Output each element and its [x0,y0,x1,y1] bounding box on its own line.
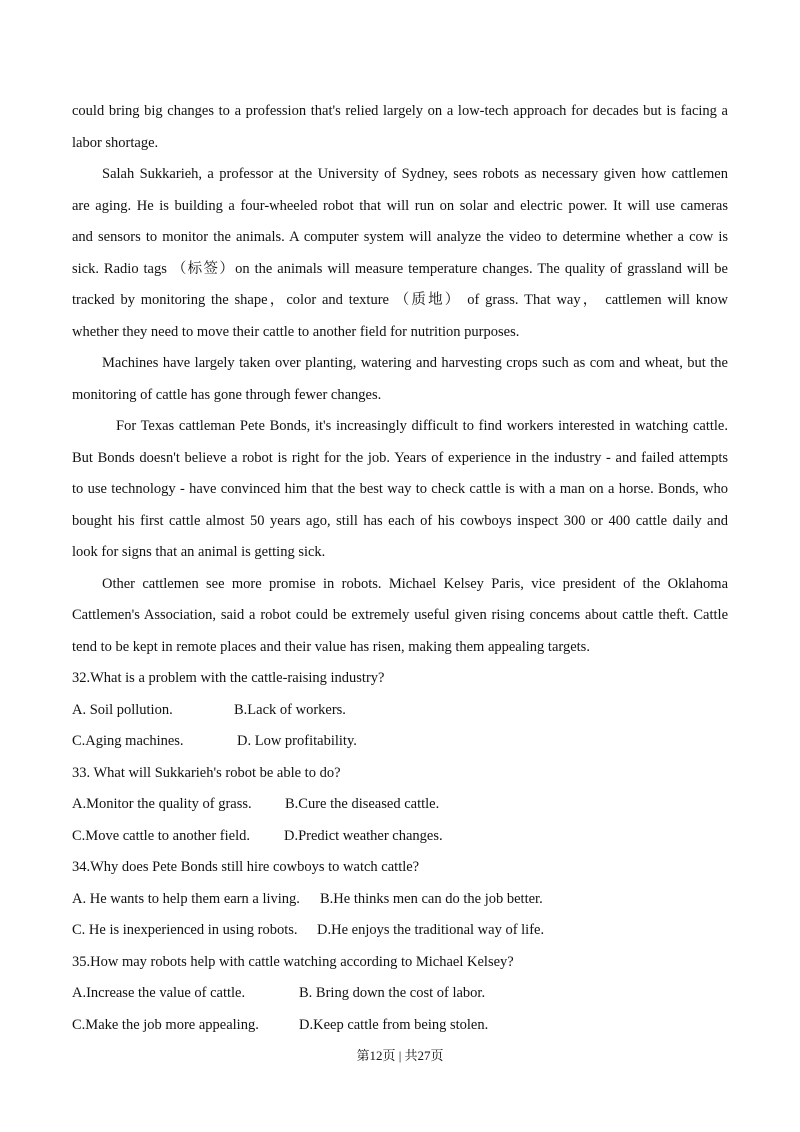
passage-line: But Bonds doesn't believe a robot is right for the job. Years of experience in the industry - and failed attempts [72,450,728,466]
passage-line: tracked by monitoring the shape，color and texture （质地） of grass. That way， cattlemen will know [72,292,728,308]
passage-line: labor shortage. [72,135,159,151]
question-stem: 32.What is a problem with the cattle-raising industry? [72,670,385,686]
option-a: A.Increase the value of cattle. [72,985,246,1001]
option-a: A. He wants to help them earn a living. [72,891,300,907]
passage-line: Cattlemen's Association, said a robot could be extremely useful given rising concems about cattle theft. Cattle [72,607,728,623]
passage-line: For Texas cattleman Pete Bonds, it's increasingly difficult to find workers interested in watching cattle. [116,418,728,434]
passage-line: monitoring of cattle has gone through fewer changes. [72,387,382,403]
option-b: B.Lack of workers. [234,702,346,718]
option-a: A.Monitor the quality of grass. [72,796,252,812]
question-stem: 33. What will Sukkarieh's robot be able to do? [72,765,341,781]
option-row [72,983,728,1003]
option-b: B. Bring down the cost of labor. [299,985,486,1001]
passage-line: sick. Radio tags （标签）on the animals will measure temperature changes. The quality of grassland will be [72,261,728,277]
option-d: D.He enjoys the traditional way of life. [317,922,545,938]
passage-line: to use technology - have convinced him that the best way to check cattle is with a man on a horse. Bonds, who [72,481,728,497]
option-c: C.Aging machines. [72,733,184,749]
option-a: A. Soil pollution. [72,702,173,718]
option-row [72,826,728,846]
passage-line: look for signs that an animal is getting sick. [72,544,326,560]
option-b: B.He thinks men can do the job better. [320,891,543,907]
passage-line: Machines have largely taken over planting, watering and harvesting crops such as com and wheat, but the [102,355,728,371]
option-d: D.Keep cattle from being stolen. [299,1017,489,1033]
passage-line: whether they need to move their cattle to another field for nutrition purposes. [72,324,520,340]
passage-line: are aging. He is building a four-wheeled robot that will run on solar and electric power. It will use cameras [72,198,728,214]
passage-line: Salah Sukkarieh, a professor at the University of Sydney, sees robots as necessary given how cattlemen [102,166,728,182]
option-row [72,794,728,814]
passage-line: tend to be kept in remote places and their value has risen, making them appealing targets. [72,639,590,655]
option-row [72,731,728,751]
option-row [72,920,728,940]
passage-line: could bring big changes to a profession that's relied largely on a low-tech approach for decades but is facing a [72,103,728,119]
option-c: C.Make the job more appealing. [72,1017,259,1033]
option-row [72,889,728,909]
option-c: C. He is inexperienced in using robots. [72,922,298,938]
passage-line: bought his first cattle almost 50 years ago, still has each of his cowboys inspect 300 or 400 cattle daily and [72,513,728,529]
question-stem: 34.Why does Pete Bonds still hire cowboys to watch cattle? [72,859,420,875]
page-number-footer: 第12页 | 共27页 [356,1048,444,1063]
option-b: B.Cure the diseased cattle. [285,796,440,812]
option-row [72,700,728,720]
option-row [72,1015,728,1035]
option-d: D. Low profitability. [237,733,357,749]
passage-line: and sensors to monitor the animals. A computer system will analyze the video to determine whether a cow is [72,229,728,245]
passage-line: Other cattlemen see more promise in robots. Michael Kelsey Paris, vice president of the Oklahoma [102,576,728,592]
option-c: C.Move cattle to another field. [72,828,250,844]
option-d: D.Predict weather changes. [284,828,443,844]
question-stem: 35.How may robots help with cattle watching according to Michael Kelsey? [72,954,514,970]
